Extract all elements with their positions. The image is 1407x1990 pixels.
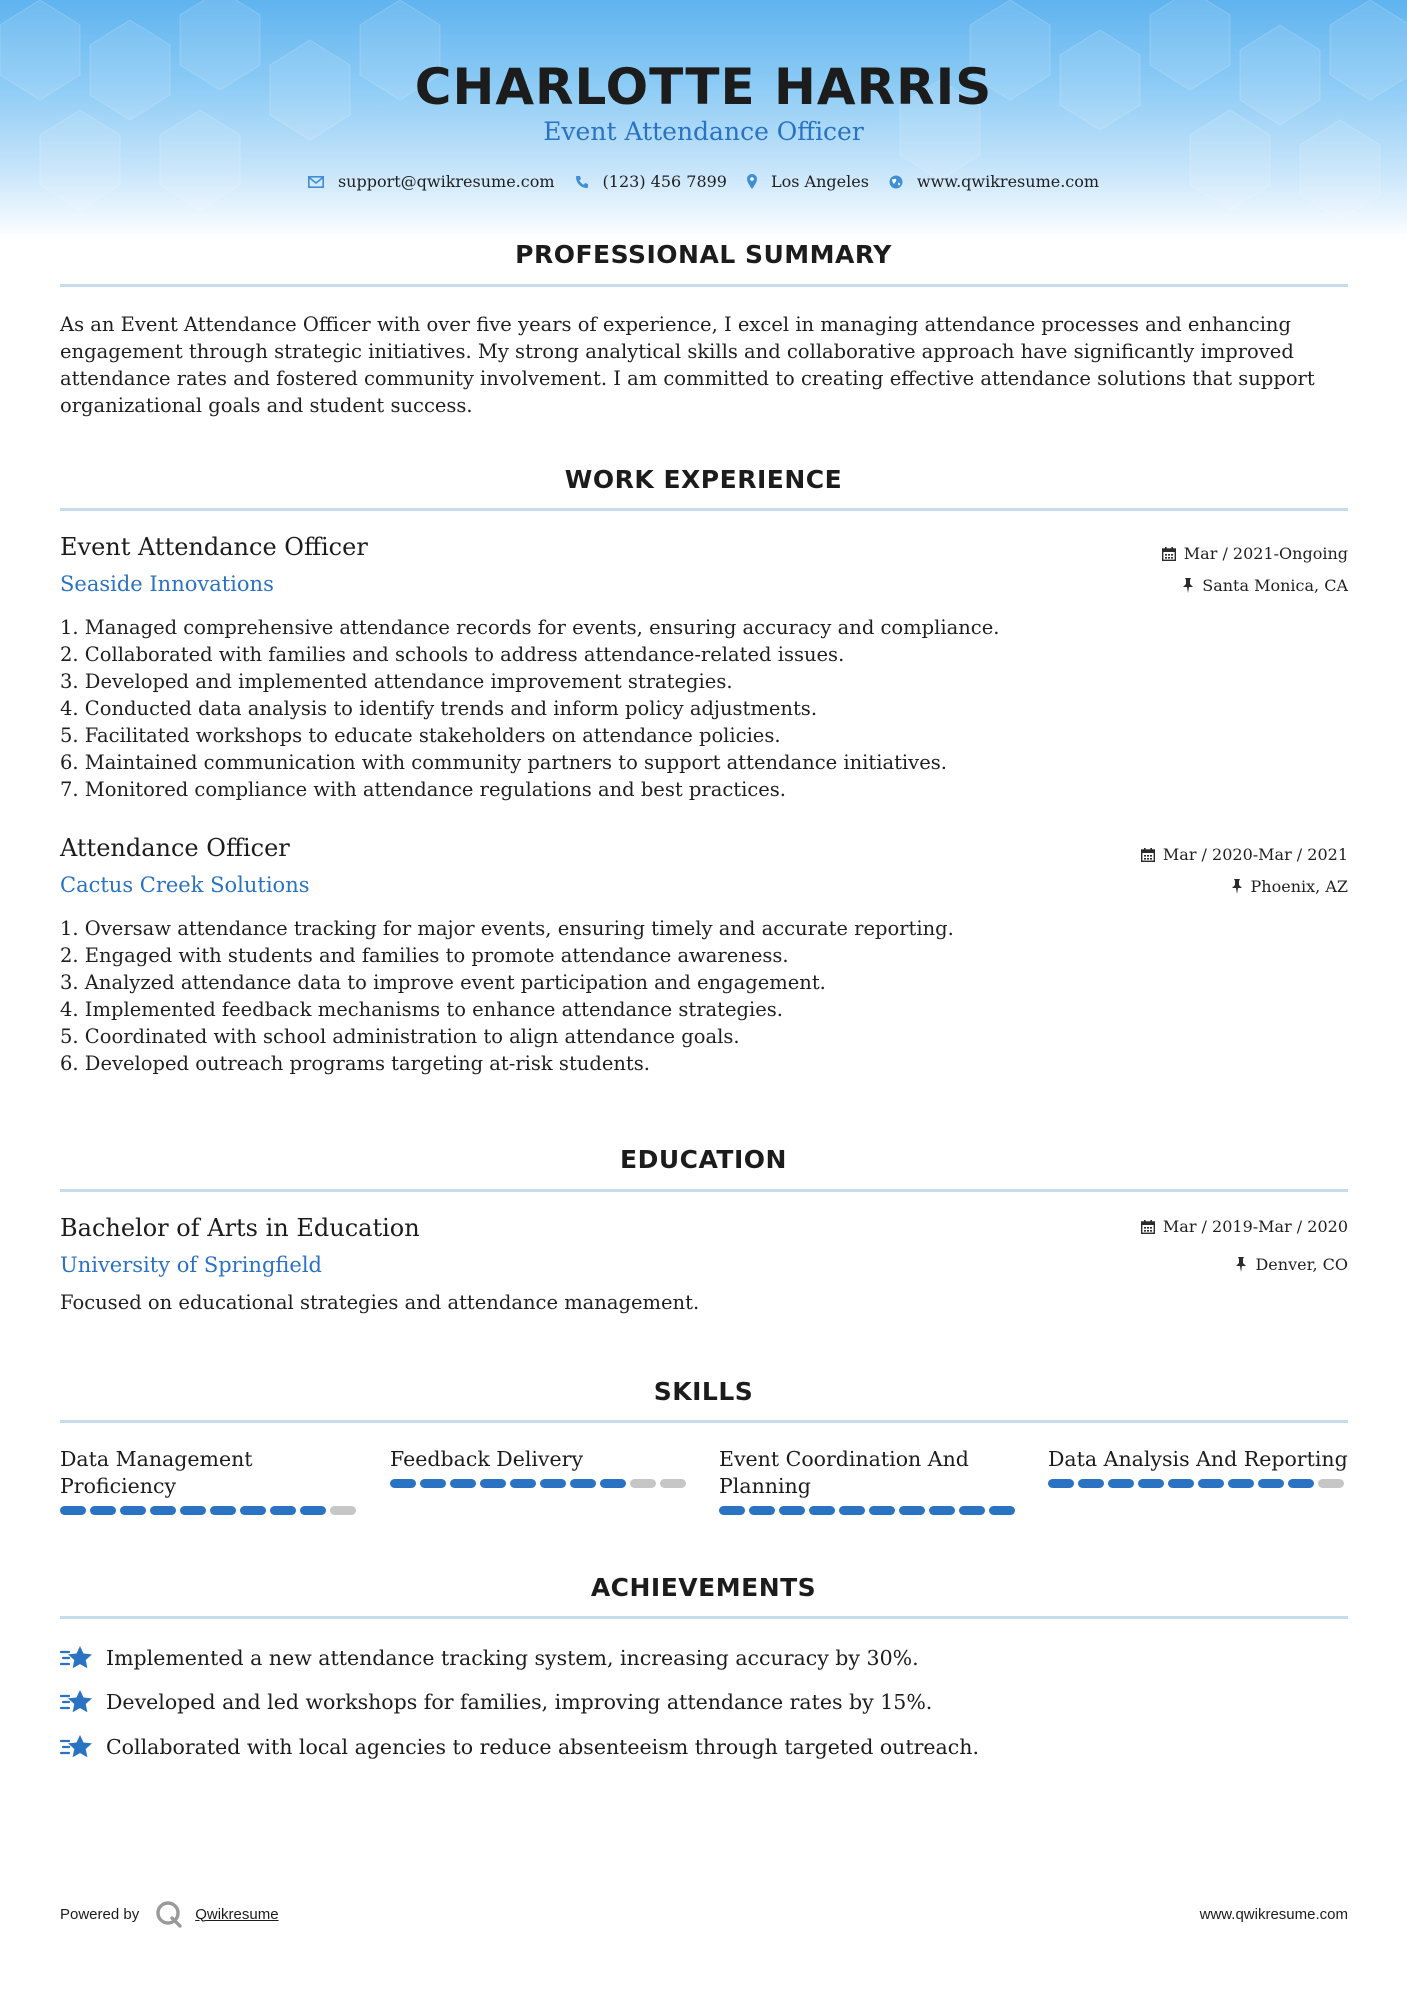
skill-segment-filled: [1078, 1479, 1104, 1488]
achievement-item: [60, 1645, 919, 1671]
skill-segment-empty: [1318, 1479, 1344, 1488]
education-location: [1235, 1255, 1348, 1274]
job-duties-list: [60, 915, 1260, 1077]
star-icon: [60, 1645, 94, 1671]
contact-website[interactable]: [889, 172, 1099, 191]
duty-item: 7. Monitored compliance with attendance regulations and best practices.: [60, 778, 786, 801]
skill-segment-filled: [570, 1479, 596, 1488]
skill-segment-filled: [1048, 1479, 1074, 1488]
skill-segment-filled: [779, 1506, 805, 1515]
star-icon: [60, 1734, 94, 1760]
education-location-text: Denver, CO: [1255, 1255, 1348, 1274]
skill-segment-filled: [1228, 1479, 1254, 1488]
duty-item: 3. Analyzed attendance data to improve event participation and engagement.: [60, 971, 826, 994]
summary-paragraph: [60, 311, 1348, 419]
education-description: Focused on educational strategies and attendance management.: [60, 1291, 700, 1314]
job-dates: [1162, 544, 1348, 563]
duty-item: 4. Conducted data analysis to identify trends and inform policy adjustments.: [60, 697, 818, 720]
skill-segment-filled: [60, 1506, 86, 1515]
skill-segment-filled: [959, 1506, 985, 1515]
section-divider: [60, 1616, 1348, 1619]
skill-level-bar: [1048, 1479, 1348, 1488]
section-divider: [60, 508, 1348, 511]
website-text[interactable]: www.qwikresume.com: [916, 172, 1100, 191]
footer-powered-by: [60, 1900, 279, 1928]
company-name: Cactus Creek Solutions: [60, 873, 310, 897]
skill-segment-filled: [809, 1506, 835, 1515]
contact-email[interactable]: [308, 172, 555, 191]
skill-segment-filled: [240, 1506, 266, 1515]
duty-item: 5. Facilitated workshops to educate stakeholders on attendance policies.: [60, 724, 781, 747]
achievement-item: [60, 1689, 932, 1715]
skill-segment-filled: [749, 1506, 775, 1515]
achievement-text: Developed and led workshops for families, improving attendance rates by 15%.: [106, 1690, 933, 1714]
skill-item: [719, 1446, 1019, 1515]
education-section-title: EDUCATION: [620, 1145, 787, 1174]
contact-phone[interactable]: [575, 172, 727, 191]
achievement-text: Implemented a new attendance tracking system, increasing accuracy by 30%.: [106, 1646, 919, 1670]
skill-segment-filled: [600, 1479, 626, 1488]
calendar-icon: [1141, 1220, 1155, 1234]
duty-item: 1. Oversaw attendance tracking for major events, ensuring timely and accurate reporting.: [60, 917, 954, 940]
job-duties-list: [60, 614, 1260, 803]
skill-segment-empty: [660, 1479, 686, 1488]
globe-icon: [889, 175, 903, 189]
skill-segment-filled: [1288, 1479, 1314, 1488]
skill-segment-filled: [480, 1479, 506, 1488]
company-name: Seaside Innovations: [60, 572, 274, 596]
skill-name: Data Analysis And Reporting: [1048, 1447, 1348, 1471]
skill-segment-filled: [90, 1506, 116, 1515]
job-location: [1231, 877, 1348, 896]
phone-text: (123) 456 7899: [602, 172, 727, 191]
pushpin-icon: [1235, 1257, 1247, 1272]
summary-line: engagement through strategic initiatives. My strong analytical skills and collaborative approach have significantly improved: [60, 340, 1294, 363]
duty-item: 3. Developed and implemented attendance improvement strategies.: [60, 670, 733, 693]
skill-segment-filled: [450, 1479, 476, 1488]
skill-level-bar: [390, 1479, 690, 1488]
skill-level-bar: [60, 1506, 360, 1515]
achievements-section-title: ACHIEVEMENTS: [590, 1573, 817, 1602]
skill-segment-filled: [390, 1479, 416, 1488]
skill-segment-filled: [899, 1506, 925, 1515]
experience-section-title: WORK EXPERIENCE: [564, 465, 843, 494]
contact-location: [747, 172, 869, 191]
job-title: Event Attendance Officer: [60, 533, 368, 561]
achievement-item: [60, 1734, 979, 1760]
skill-name: Data Management: [60, 1447, 253, 1471]
phone-icon: [575, 175, 589, 189]
skill-item: [1048, 1446, 1348, 1488]
section-divider: [60, 284, 1348, 287]
job-location: [1182, 576, 1348, 595]
skill-segment-filled: [1198, 1479, 1224, 1488]
skill-segment-filled: [300, 1506, 326, 1515]
duty-item: 4. Implemented feedback mechanisms to enhance attendance strategies.: [60, 998, 783, 1021]
skill-segment-filled: [869, 1506, 895, 1515]
duty-item: 6. Developed outreach programs targeting at-risk students.: [60, 1052, 650, 1075]
contact-row: [0, 172, 1407, 191]
skill-segment-empty: [330, 1506, 356, 1515]
skill-segment-filled: [839, 1506, 865, 1515]
skill-name: Planning: [719, 1474, 811, 1498]
skill-segment-filled: [420, 1479, 446, 1488]
job-title: Attendance Officer: [60, 834, 290, 862]
skill-name: Feedback Delivery: [390, 1447, 584, 1471]
skill-name: Proficiency: [60, 1474, 177, 1498]
skill-segment-filled: [180, 1506, 206, 1515]
section-divider: [60, 1189, 1348, 1192]
school-name: University of Springfield: [60, 1253, 322, 1277]
skill-segment-filled: [150, 1506, 176, 1515]
powered-by-label: Powered by: [60, 1905, 140, 1923]
skill-item: [60, 1446, 360, 1515]
pushpin-icon: [1231, 879, 1243, 894]
skill-segment-empty: [630, 1479, 656, 1488]
summary-line: As an Event Attendance Officer with over five years of experience, I excel in managing attendance processes and enhancing: [60, 313, 1291, 336]
duty-item: 6. Maintained communication with community partners to support attendance initiatives.: [60, 751, 947, 774]
summary-section-title: PROFESSIONAL SUMMARY: [515, 240, 892, 269]
skill-segment-filled: [510, 1479, 536, 1488]
skill-segment-filled: [210, 1506, 236, 1515]
education-dates-text: Mar / 2019-Mar / 2020: [1162, 1217, 1348, 1236]
section-divider: [60, 1420, 1348, 1423]
calendar-icon: [1162, 547, 1176, 561]
pushpin-icon: [1182, 578, 1194, 593]
duty-item: 2. Engaged with students and families to promote attendance awareness.: [60, 944, 789, 967]
skill-segment-filled: [120, 1506, 146, 1515]
skill-level-bar: [719, 1506, 1019, 1515]
education-dates: [1141, 1217, 1348, 1236]
email-text: support@qwikresume.com: [337, 172, 555, 191]
qwikresume-link[interactable]: Qwikresume: [195, 1905, 279, 1923]
skill-segment-filled: [270, 1506, 296, 1515]
summary-line: organizational goals and student success.: [60, 394, 473, 417]
envelope-icon: [308, 176, 324, 188]
achievement-text: Collaborated with local agencies to reduce absenteeism through targeted outreach.: [106, 1735, 979, 1759]
skill-item: [390, 1446, 690, 1488]
skill-name: Event Coordination And: [719, 1447, 969, 1471]
skill-segment-filled: [929, 1506, 955, 1515]
job-location-text: Phoenix, AZ: [1250, 877, 1348, 896]
skill-segment-filled: [540, 1479, 566, 1488]
skill-segment-filled: [1258, 1479, 1284, 1488]
duty-item: 2. Collaborated with families and schools to address attendance-related issues.: [60, 643, 845, 666]
star-icon: [60, 1689, 94, 1715]
location-text: Los Angeles: [770, 172, 869, 191]
qwikresume-logo-icon: [155, 1900, 183, 1928]
duty-item: 5. Coordinated with school administration to align attendance goals.: [60, 1025, 740, 1048]
job-dates: [1141, 845, 1348, 864]
degree-title: Bachelor of Arts in Education: [60, 1214, 420, 1242]
skill-segment-filled: [1138, 1479, 1164, 1488]
job-location-text: Santa Monica, CA: [1202, 576, 1348, 595]
footer-website[interactable]: www.qwikresume.com: [1199, 1906, 1348, 1923]
job-dates-text: Mar / 2020-Mar / 2021: [1162, 845, 1348, 864]
skills-section-title: SKILLS: [653, 1377, 754, 1406]
map-pin-icon: [747, 174, 757, 189]
duty-item: 1. Managed comprehensive attendance records for events, ensuring accuracy and compliance.: [60, 616, 1000, 639]
skill-segment-filled: [989, 1506, 1015, 1515]
skill-segment-filled: [1168, 1479, 1194, 1488]
summary-line: attendance rates and fostered community involvement. I am committed to creating effective attendance solutions that support: [60, 367, 1315, 390]
candidate-name: CHARLOTTE HARRIS: [414, 58, 993, 116]
calendar-icon: [1141, 848, 1155, 862]
job-dates-text: Mar / 2021-Ongoing: [1183, 544, 1348, 563]
skill-segment-filled: [1108, 1479, 1134, 1488]
skill-segment-filled: [719, 1506, 745, 1515]
candidate-role: Event Attendance Officer: [543, 117, 864, 146]
